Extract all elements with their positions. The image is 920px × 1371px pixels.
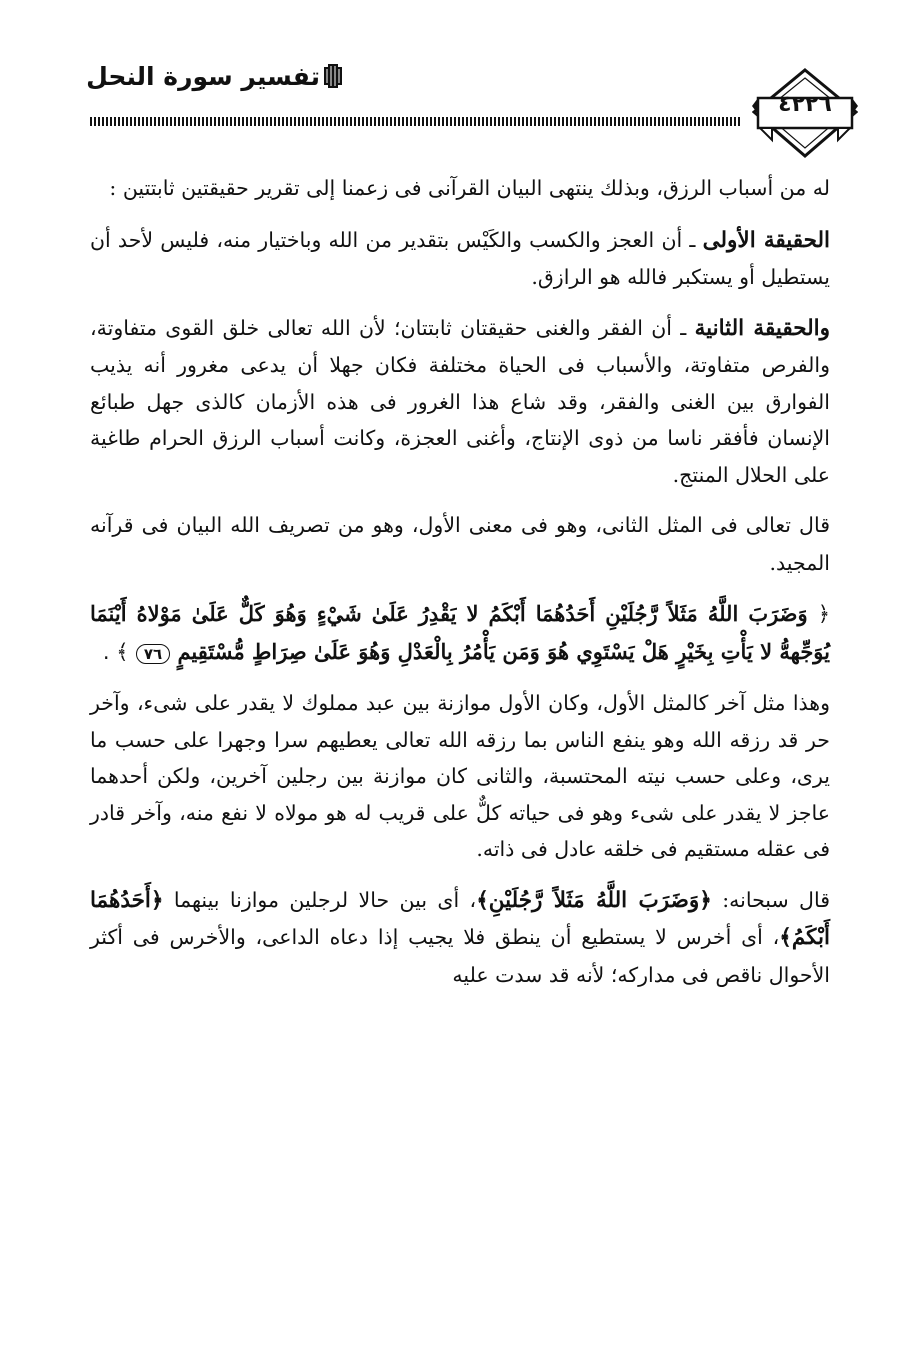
inline-quote: ﴿وَضَرَبَ اللَّهُ مَثَلاً رَّجُلَيْنِ﴾ xyxy=(476,887,712,913)
page-number: ٤٢٢٦ xyxy=(778,92,832,117)
paragraph-text: ـ أن الفقر والغنى حقيقتان ثابتتان؛ لأن الله تعالى خلق القوى متفاوتة، والفرص متفاوتة، والأسباب فى الحياة مختلفة فكان جهلا أن يدعى مغرور أنه يذيب الفوارق بين الغنى والفقر، وقد شاع هذا الغرور فى هذه الأزمان كالذى جهل طبائع الإنسان فأفقر ناسا من ذوى الإنتاج، وأغنى العجزة، وكانت أسباب الرزق الحرام طاغية على الحلال المنتج. xyxy=(90,315,830,487)
verse-text: وَضَرَبَ اللَّهُ مَثَلاً رَّجُلَيْنِ أَحَدُهُمَا أَبْكَمُ لا يَقْدِرُ عَلَىٰ شَيْءٍ وَهُوَ كَلٌّ عَلَىٰ مَوْلاهُ أَيْنَمَا يُوَجِّههُّ لا يَأْتِ بِخَيْرٍ هَلْ يَسْتَوِي هُوَ وَمَن يَأْمُرُ بِالْعَدْلِ وَهُوَ عَلَىٰ صِرَاطٍ مُّسْتَقِيمٍ xyxy=(90,601,830,664)
paragraph-text: له من أسباب الرزق، وبذلك ينتهى البيان القرآنى فى زعمنا إلى تقرير حقيقتين ثابتتين : xyxy=(109,176,830,200)
paragraph-lead: الحقيقة الأولى xyxy=(702,227,830,253)
header-rule xyxy=(90,117,742,126)
paragraph-text: ، أى بين حالا لرجلين موازنا بينهما xyxy=(163,887,477,912)
verse-close-bracket: ﴾ . xyxy=(102,640,129,664)
inline-quote: ﴿أَحَدُهُمَا أَبْكَمُ﴾ xyxy=(90,887,830,950)
paragraph-5 xyxy=(90,685,830,868)
running-title: تفسير سورة النحل xyxy=(86,62,320,91)
quran-verse xyxy=(90,595,830,671)
page-body xyxy=(90,170,830,1007)
verse-open-bracket: ﴿ xyxy=(817,602,831,626)
paragraph-text: ـ أن العجز والكسب والكَيْس بتقدير من الله وباختيار منه، فليس لأحد أن يستطيل أو يستكبر فالله هو الرازق. xyxy=(90,227,830,289)
page-header xyxy=(0,0,920,165)
ayah-number: ٧٦ xyxy=(136,644,170,664)
paragraph-text: قال سبحانه: xyxy=(711,887,830,912)
paragraph-lead: والحقيقة الثانية xyxy=(694,315,830,341)
paragraph-3 xyxy=(90,310,830,494)
paragraph-6 xyxy=(90,882,830,994)
paragraph-4 xyxy=(90,507,830,581)
paragraph-text: ، أى أخرس لا يستطيع أن ينطق فلا يجيب إذا دعاه الداعى، والأخرس فى أكثر الأحوال ناقص فى مداركه؛ لأنه قد سدت عليه xyxy=(90,925,830,987)
paragraph-text: قال تعالى فى المثل الثانى، وهو فى معنى الأول، وهو من تصريف الله البيان فى قرآنه المجيد. xyxy=(90,513,830,575)
paragraph-2 xyxy=(90,222,830,296)
ornament-icon xyxy=(322,64,344,88)
paragraph-text: وهذا مثل آخر كالمثل الأول، وكان الأول موازنة بين عبد مملوك لا يقدر على شىء، وآخر حر قد رزقه الله وهو ينفع الناس بما رزقه الله تعالى يعطيهم سرا وجهرا على حسب ما يرى، وعلى حسب نيته المحتسبة، والثانى كان موازنة بين رجلين آخرين، ولكن أحدهما عاجز لا يقدر على شىء وهو فى حياته كلٌّ على قريب له هو مولاه لا نفع منه، وآخر قادر فى عقله مستقيم فى خلقه عادل فى ذاته. xyxy=(90,691,830,861)
paragraph-1 xyxy=(90,170,830,208)
